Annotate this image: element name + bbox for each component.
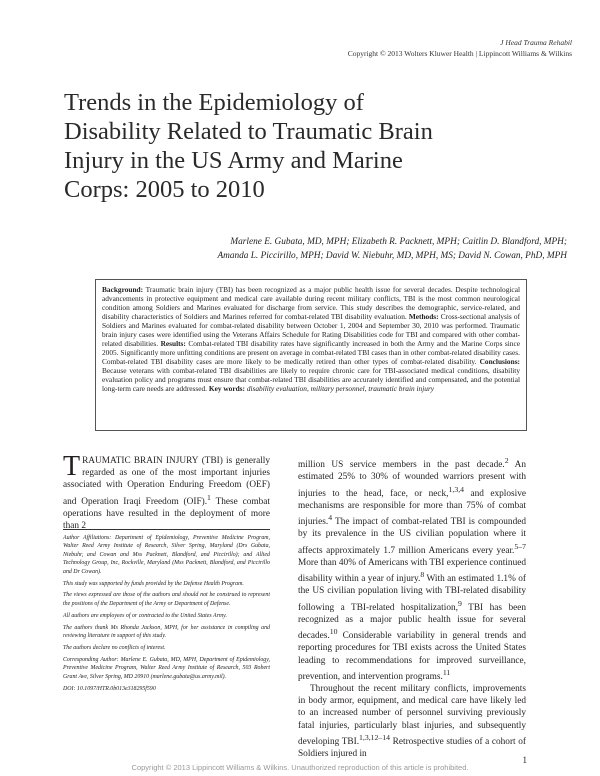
body-column-right [298,455,526,760]
thanks-note: The authors thank Ms Rhonda Jackson, MPH, for her assistance in compiling and reviewing literature in support of this study. [63,624,270,640]
abstract-background-label: Background: [102,285,144,294]
body-text: million US service members in the past decade. [298,460,505,471]
author-line: Amanda L. Piccirillo, MPH; David W. Niebuhr, MD, MPH, MS; David N. Cowan, PhD, MPH [217,250,567,261]
employees-note: All authors are employees of or contracted to the United States Army. [63,612,227,619]
abstract-methods-label: Methods: [408,312,439,321]
citation: 10 [329,627,338,636]
doi[interactable]: DOI: 10.1097/HTR.0b013e318295f590 [63,685,156,692]
article-title [64,88,484,204]
title-line: Trends in the Epidemiology of [64,89,364,116]
affiliations-note: Author Affiliations: Department of Epidemiology, Preventive Medicine Program, Walter Reed Army Institute of Research, Silver Spring, Maryland (Drs Gubata, Niebuhr, and Cowan and Mss Packnett, Blandford, and Piccirillo); and Allied Technology Group, Inc, Rockville, Maryland (Mss Packnett, Blandford, and Piccirillo and Dr Cowan). [63,535,270,575]
title-line: Injury in the US Army and Marine [64,147,403,174]
citation: 1,3,12–14 [359,732,391,742]
citation: 9 [457,598,462,608]
abstract-keywords: disability evaluation, military personnel, traumatic brain injury [246,384,435,393]
body-text: The impact of combat-related TBI is compounded by its prevalence in the US civilian population where it affects approximately 1.7 million Americans every year. [298,517,526,556]
abstract-box [95,279,527,431]
footer-copyright: Copyright © 2013 Lippincott Williams & Wilkins. Unauthorized reproduction of this article is prohibited. [131,763,469,772]
citation: 1 [207,492,211,502]
citation: 11 [442,667,451,677]
body-text: TBI has been recognized as a major public health issue for several decades. [298,602,526,642]
intro-smallcaps: RAUMATIC BRAIN INJURY [82,456,199,466]
citation: 5–7 [514,541,526,551]
abstract-results-label: Results: [160,339,186,348]
journal-name: J Head Trauma Rehabil [500,38,572,47]
citation: 2 [504,456,509,465]
author-list [47,236,567,263]
body-text: Retrospective studies of a cohort of Soldiers injured in [298,736,526,760]
abstract-conclusions: Because veterans with combat-related TBI disabilities are likely to require chronic care for TBI-associated medical conditions, disability evaluation policy and programs must ensure that combat-related TBI disabilities are accurately identified and compensated, and the potential long-term care needs are addressed. [102,366,520,393]
abstract-results: Combat-related TBI disability rates have significantly increased in both the Army and the Marine Corps since 2005. Significantly more unfitting conditions are present on average in combat-related TBI cases than in other combat-related disability cases. Combat-related TBI disability cases are more likely to be medically retired than other types of combat-related disability. [102,339,520,366]
title-line: Disability Related to Traumatic Brain [64,118,433,145]
body-text: These combat operations have resulted in the deployment of more than 2 [63,496,270,532]
conflicts-note: The authors declare no conflicts of interest. [63,644,166,651]
abstract-conclusions-label: Conclusions: [479,357,520,366]
publisher-copyright: Copyright © 2013 Wolters Kluwer Health | Lippincott Williams & Wilkins [347,49,572,58]
body-text: With an estimated 1.1% of the US civilian population living with TBI-related disability following a TBI-related hospitalization, [298,574,527,613]
body-text: Considerable variability in general trends and reporting procedures for TBI exists across the United States leading to recommendations for improved surveillance, prevention, and intervention programs. [298,631,526,682]
abstract-methods: Cross-sectional analysis of Soldiers and Marines evaluated for combat-related disability between October 1, 2004 and September 30, 2010 was performed. Traumatic brain injury cases were identified using the Veterans Affairs Schedule for Rating Disabilities code for TBI and compared with other combat-related disabilities. [102,312,521,348]
citation: 4 [328,513,333,522]
citation: 1,3,4 [448,484,465,494]
paragraph [298,455,526,683]
author-line: Marlene E. Gubata, MD, MPH; Elizabeth R. Packnett, MPH; Caitlin D. Blandford, MPH; [230,237,567,247]
footnotes [63,534,270,697]
abstract-keywords-label: Key words: [208,384,245,393]
body-text: and explosive mechanisms are responsible for more than 75% of combat injuries. [298,488,526,528]
funding-note: This study was supported by funds provided by the Defense Health Program. [63,580,244,587]
paragraph [298,683,526,760]
citation: 8 [420,570,425,579]
body-text: An estimated 25% to 30% of wounded warriors present with injuries to the head, face, or neck, [298,460,527,499]
drop-cap: T [63,451,81,482]
abstract-background: Traumatic brain injury (TBI) has been recognized as a major public health issue for several decades. Despite technological advancements in protective equipment and medical care available during recent military conflicts, TBI is the most common neurological condition among Soldiers and Marines evaluated for discharge from service. This study describes the demographic, service-related, and disability characteristics of Soldiers and Marines referred for combat-related TBI disability evaluation. [102,285,520,321]
footnote-divider [63,529,270,530]
title-line: Corps: 2005 to 2010 [64,176,265,203]
body-column-left [63,451,271,532]
page-number: 1 [522,755,527,765]
body-text: More than 40% of Americans with TBI experience continued disability within a year of injury. [298,557,526,585]
body-text: (TBI) is generally regarded as one of the most important injuries associated with Operation Enduring Freedom (OEF) and Operation Iraqi Freedom (OIF). [63,456,271,507]
body-text: Throughout the recent military conflicts, improvements in body armor, equipment, and medical care have likely led to an increased number of personnel surviving previously fatal injuries, particularly blast injuries, and subsequently developing TBI. [298,684,526,747]
views-note: The views expressed are those of the authors and should not be construed to represent the positions of the Department of the Army or Department of Defense. [63,592,270,607]
corresponding-note: Corresponding Author: Marlene E. Gubata, MD, MPH, Department of Epidemiology, Preventive Medicine Program, Walter Reed Army Institute of Research, 503 Robert Grant Ave, Silver Spring, MD 20910 (marlene.gubata@us.army.mil). [63,656,270,680]
